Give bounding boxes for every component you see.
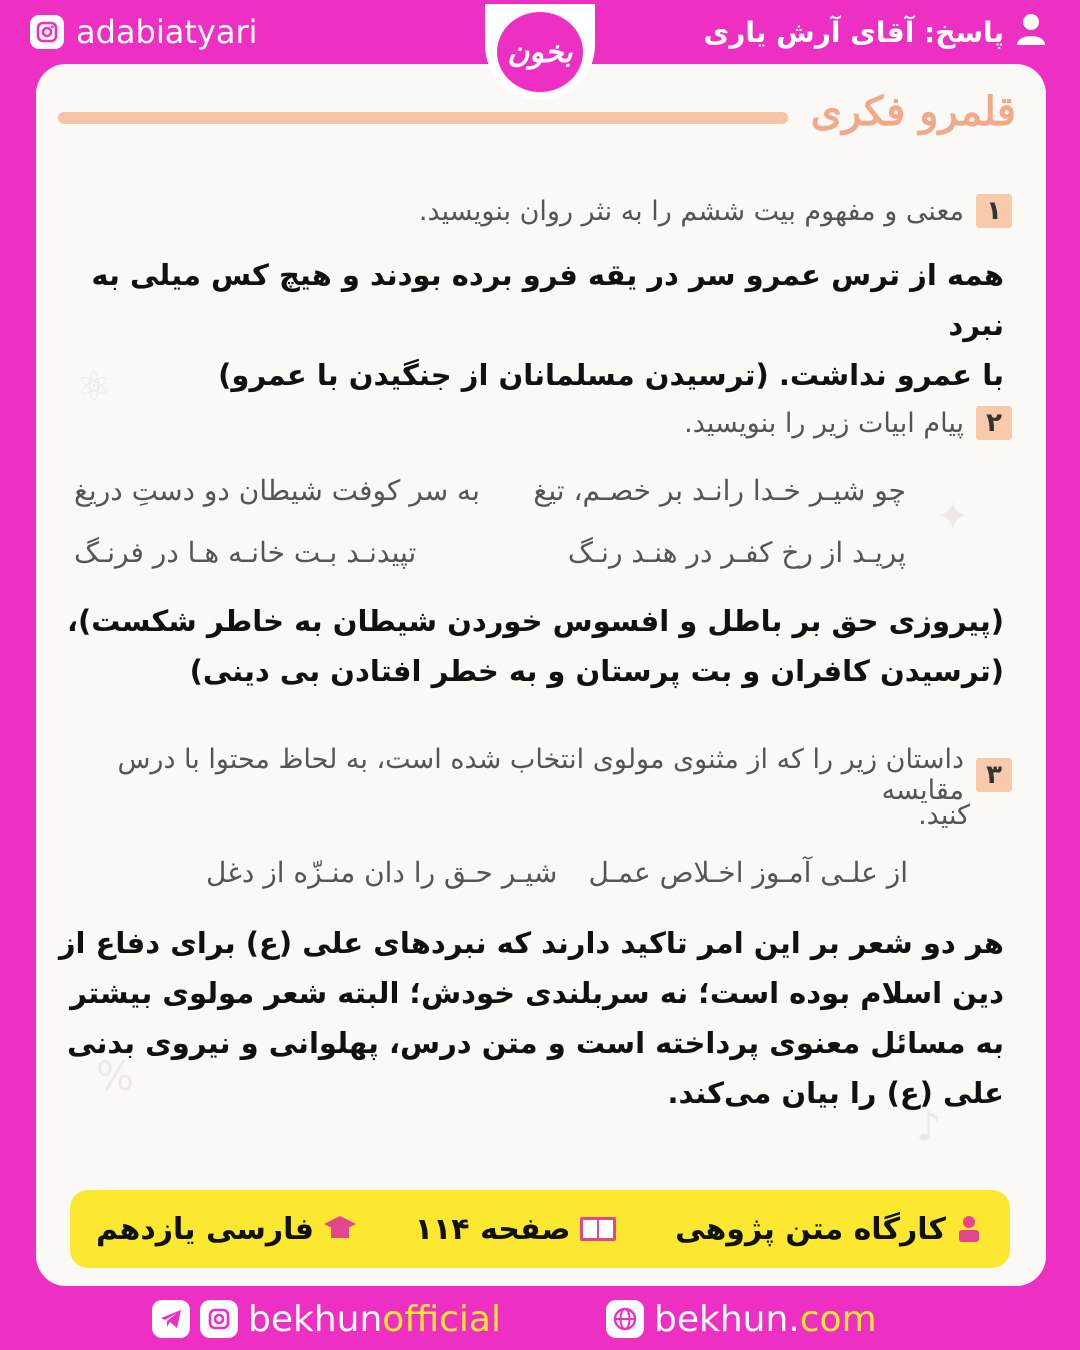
answer-1 (36, 250, 1004, 400)
telegram-icon (152, 1300, 190, 1338)
decorative-lightbulb-icon: ✦ (936, 494, 970, 540)
verse-1-left: به سر کوفت شیطان دو دستِ دریغ (74, 474, 480, 507)
decorative-atom-icon: ⚛ (76, 364, 112, 410)
answer-3 (59, 918, 1004, 1118)
question-1 (419, 194, 1012, 228)
graduation-cap-icon (322, 1214, 358, 1244)
bottom-bar (0, 1286, 1080, 1350)
question-2 (684, 406, 1012, 440)
website-link[interactable] (606, 1296, 877, 1342)
open-book-icon (578, 1214, 618, 1244)
question-number: ۳ (976, 758, 1012, 792)
globe-icon (606, 1300, 644, 1338)
logo-text: بخون (507, 34, 573, 70)
instagram-icon (200, 1300, 238, 1338)
decorative-percent-icon: % (96, 1054, 135, 1100)
answer-line: دین اسلام بوده است؛ نه سربلندی خودش؛ البته شعر مولوی بیشتر (70, 976, 1004, 1010)
answer-credit-text: پاسخ: آقای آرش یاری (703, 15, 1004, 49)
workshop-label (675, 1212, 984, 1247)
question-number: ۲ (976, 406, 1012, 440)
question-prompt: داستان زیر را که از مثنوی مولوی انتخاب شده است، به لحاظ محتوا با درس مقایسه (117, 744, 964, 806)
verse-1-right: چو شیـر خـدا رانـد بر خصـم، تیغ (533, 474, 906, 507)
section-title-underline (58, 112, 788, 124)
answer-line: با عمرو نداشت. (ترسیدن مسلمانان از جنگیدن با عمرو) (218, 358, 1004, 392)
answer-line: (پیروزی حق بر باطل و افسوس خوردن شیطان به خاطر شکست)، (66, 604, 1004, 638)
page-label (415, 1212, 619, 1247)
course-label (96, 1212, 358, 1247)
instagram-handle-link[interactable] (30, 12, 257, 52)
lesson-info-bar (70, 1190, 1010, 1268)
logo (497, 12, 583, 92)
social-handle-accent: official (382, 1298, 501, 1340)
question-number: ۱ (976, 194, 1012, 228)
workshop-text: کارگاه متن پژوهی (675, 1211, 946, 1247)
answer-credit (704, 12, 1046, 52)
instagram-handle-text: adabiatyari (76, 13, 258, 51)
verse-2-right: پریـد از رخ کفـر در هنـد رنـگ (567, 536, 906, 569)
course-text: فارسی یازدهم (96, 1211, 314, 1247)
social-handle-main: bekhun (248, 1298, 383, 1340)
instagram-icon (30, 15, 64, 49)
website-text (654, 1299, 877, 1340)
question-prompt: پیام ابیات زیر را بنویسید. (684, 407, 964, 439)
answer-line: علی (ع) را بیان می‌کند. (667, 1076, 1004, 1110)
question-prompt: معنی و مفهوم بیت ششم را به نثر روان بنویسید. (418, 195, 964, 227)
answer-line: هر دو شعر بر این امر تاکید دارند که نبردهای علی (ع) برای دفاع از (58, 926, 1004, 960)
answer-line: به مسائل معنوی پرداخته است و متن درس، پهلوانی و نیروی بدنی (67, 1026, 1004, 1060)
answer-line: همه از ترس عمرو سر در یقه فرو برده بودند و هیچ کس میلی به نبرد (91, 258, 1004, 342)
page-text: صفحه ۱۱۴ (414, 1211, 571, 1247)
user-icon (1016, 13, 1046, 52)
teacher-icon (954, 1214, 984, 1244)
website-main: bekhun. (654, 1298, 800, 1340)
verse-3-left: شیـر حـق را دان منـزّه از دغل (206, 856, 558, 889)
decorative-music-icon: ♪ (916, 1104, 942, 1150)
verse-3-right: از علـی آمـوز اخـلاص عمـل (588, 856, 908, 889)
content-card (36, 64, 1046, 1286)
answer-line: (ترسیدن کافران و بت پرستان و به خطر افتادن بی دینی) (189, 654, 1004, 688)
website-accent: com (799, 1298, 877, 1340)
question-prompt-continued: کنید. (918, 800, 970, 831)
question-3 (36, 744, 1012, 806)
verse-2-left: تپیدنـد بـت خانـه هـا در فرنـگ (74, 536, 417, 569)
section-title: قلمرو فکری (810, 88, 1016, 135)
social-handle-link[interactable] (152, 1296, 501, 1342)
social-handle-text (248, 1299, 501, 1340)
question-3-continued (918, 800, 970, 831)
answer-2 (67, 596, 1004, 696)
